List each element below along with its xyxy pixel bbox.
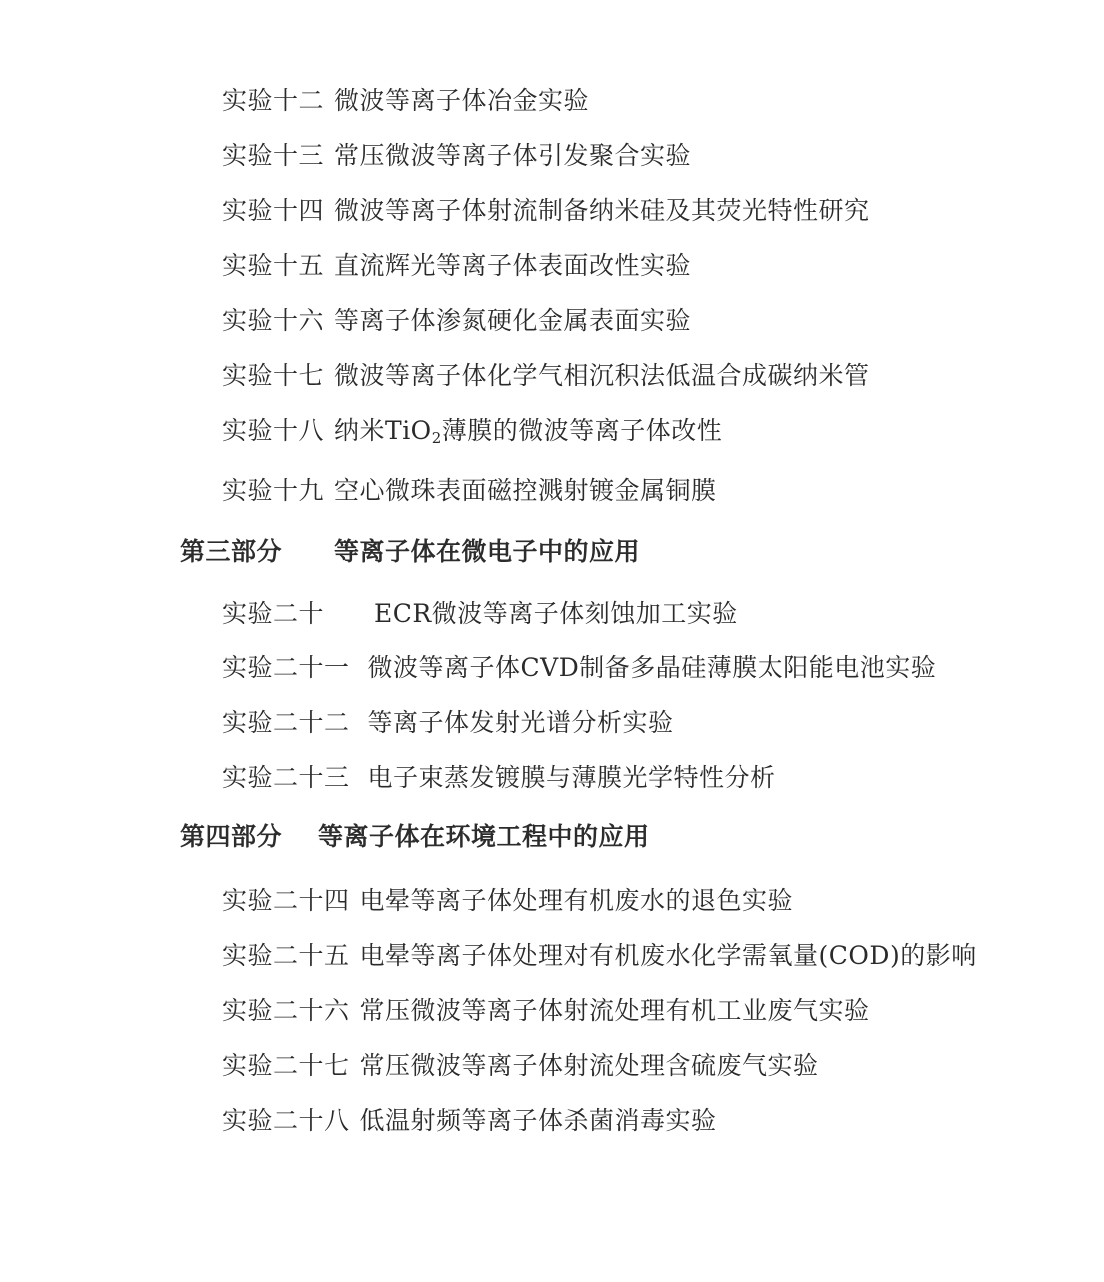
toc-entry [222, 761, 776, 795]
entry-number: 实验十三 [222, 141, 325, 170]
entry-title: 电晕等离子体处理有机废水的退色实验 [359, 886, 794, 915]
toc-entry [222, 1049, 819, 1083]
entry-number: 实验二十一 [222, 653, 350, 682]
toc-entry [222, 994, 870, 1028]
entry-number: 实验二十三 [222, 763, 350, 792]
entry-number: 实验十八 [222, 416, 325, 445]
entry-number: 实验二十六 [222, 996, 350, 1025]
entry-title: ECR微波等离子体刻蚀加工实验 [374, 599, 738, 628]
section-title: 等离子体在环境工程中的应用 [318, 822, 650, 851]
toc-entry [222, 304, 691, 338]
entry-title: 直流辉光等离子体表面改性实验 [334, 251, 692, 280]
entry-title-prefix: 纳米TiO [334, 416, 432, 445]
entry-number: 实验十六 [222, 306, 325, 335]
entry-title: 等离子体发射光谱分析实验 [367, 708, 674, 737]
subscript-2: 2 [431, 429, 442, 447]
entry-number: 实验二十五 [222, 941, 350, 970]
section-label: 第四部分 [180, 822, 283, 851]
entry-number: 实验二十四 [222, 886, 350, 915]
section-label: 第三部分 [180, 537, 283, 566]
entry-title: 微波等离子体CVD制备多晶硅薄膜太阳能电池实验 [367, 653, 937, 682]
entry-number: 实验二十二 [222, 708, 350, 737]
entry-title: 电晕等离子体处理对有机废水化学需氧量(COD)的影响 [359, 941, 977, 970]
entry-title: 等离子体渗氮硬化金属表面实验 [334, 306, 692, 335]
entry-title: 电子束蒸发镀膜与薄膜光学特性分析 [367, 763, 776, 792]
toc-entry [222, 139, 691, 173]
toc-entry [222, 414, 722, 448]
toc-entry [222, 939, 977, 973]
entry-number: 实验十四 [222, 196, 325, 225]
entry-title: 空心微珠表面磁控溅射镀金属铜膜 [334, 476, 717, 505]
entry-title: 微波等离子体冶金实验 [334, 86, 590, 115]
entry-title: 常压微波等离子体射流处理含硫废气实验 [359, 1051, 819, 1080]
toc-entry [222, 884, 793, 918]
entry-title: 微波等离子体化学气相沉积法低温合成碳纳米管 [334, 361, 870, 390]
entry-number: 实验十九 [222, 476, 325, 505]
entry-number: 实验二十 [222, 599, 325, 628]
section-heading-part4 [180, 820, 650, 854]
entry-number: 实验二十八 [222, 1106, 350, 1135]
toc-entry [222, 194, 870, 228]
toc-entry [222, 651, 936, 685]
entry-title: 低温射频等离子体杀菌消毒实验 [359, 1106, 717, 1135]
toc-entry [222, 597, 738, 631]
toc-entry [222, 359, 870, 393]
entry-title: 微波等离子体射流制备纳米硅及其荧光特性研究 [334, 196, 870, 225]
entry-number: 实验二十七 [222, 1051, 350, 1080]
entry-title: 常压微波等离子体引发聚合实验 [334, 141, 692, 170]
entry-number: 实验十七 [222, 361, 325, 390]
entry-title: 常压微波等离子体射流处理有机工业废气实验 [359, 996, 870, 1025]
toc-entry [222, 706, 674, 740]
entry-number: 实验十二 [222, 86, 325, 115]
toc-entry [222, 249, 691, 283]
entry-number: 实验十五 [222, 251, 325, 280]
toc-entry [222, 1104, 717, 1138]
toc-entry [222, 474, 717, 508]
toc-entry [222, 84, 589, 118]
section-heading-part3 [180, 535, 640, 569]
entry-title-suffix: 薄膜的微波等离子体改性 [441, 416, 723, 445]
section-title: 等离子体在微电子中的应用 [334, 537, 641, 566]
